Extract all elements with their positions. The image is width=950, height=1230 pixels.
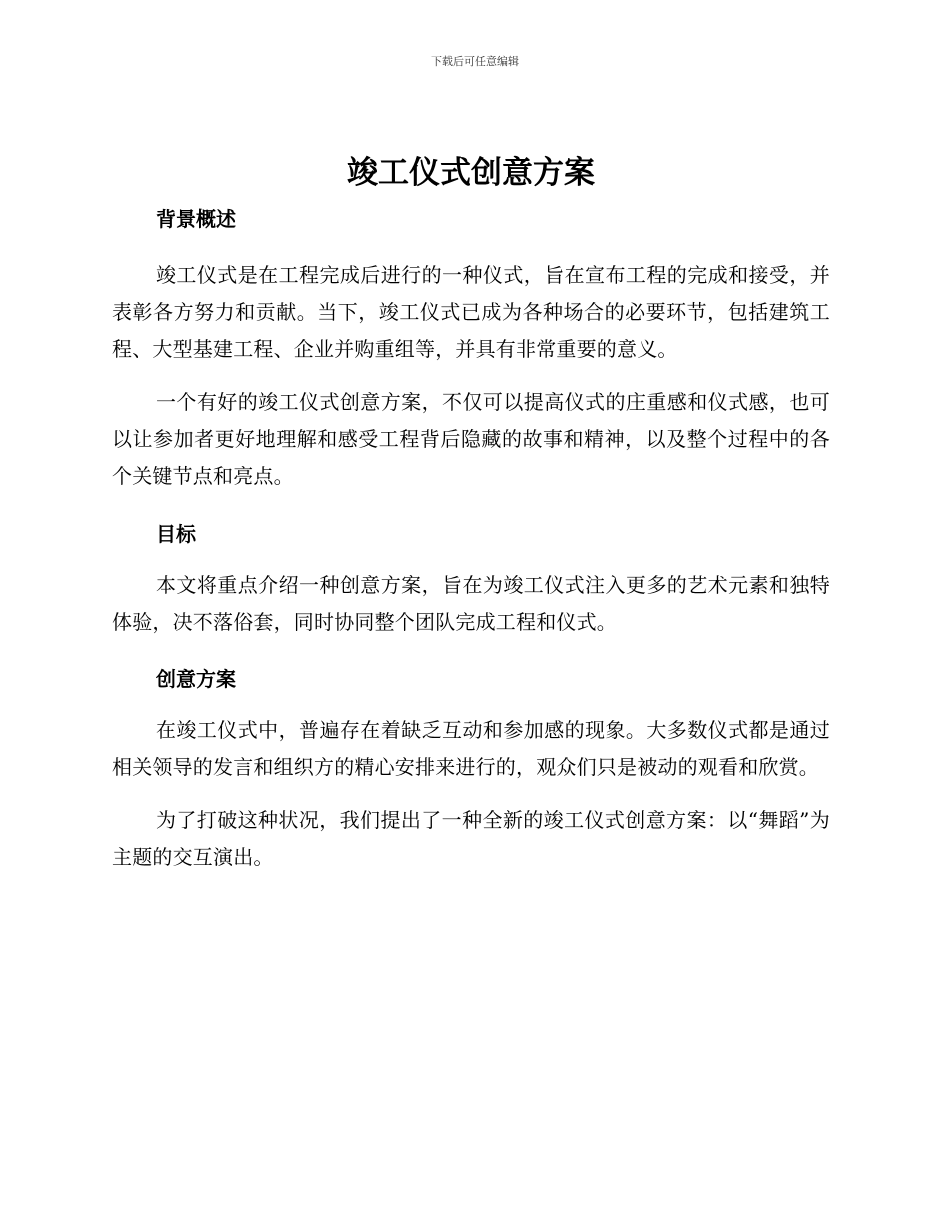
section-goal (112, 519, 830, 641)
section-creative-plan (112, 664, 830, 876)
paragraph: 为了打破这种状况，我们提出了一种全新的竣工仪式创意方案：以“舞蹈”为主题的交互演出。 (112, 808, 830, 869)
document-body (112, 150, 830, 876)
paragraph: 竣工仪式是在工程完成后进行的一种仪式，旨在宣布工程的完成和接受，并表彰各方努力和贡献。当下，竣工仪式已成为各种场合的必要环节，包括建筑工程、大型基建工程、企业并购重组等，并具有非常重要的意义。 (112, 263, 830, 361)
paragraph: 本文将重点介绍一种创意方案，旨在为竣工仪式注入更多的艺术元素和独特体验，决不落俗套，同时协同整个团队完成工程和仪式。 (112, 573, 830, 634)
section-background (112, 204, 830, 495)
section-heading-creative-plan: 创意方案 (156, 667, 236, 691)
section-heading-background: 背景概述 (156, 207, 236, 231)
page-header-note: 下载后可任意编辑 (431, 55, 519, 68)
document-title: 竣工仪式创意方案 (347, 155, 595, 191)
paragraph: 在竣工仪式中，普遍存在着缺乏互动和参加感的现象。大多数仪式都是通过相关领导的发言和组织方的精心安排来进行的，观众们只是被动的观看和欣赏。 (112, 718, 830, 779)
section-heading-goal: 目标 (156, 522, 196, 546)
paragraph: 一个有好的竣工仪式创意方案，不仅可以提高仪式的庄重感和仪式感，也可以让参加者更好地理解和感受工程背后隐藏的故事和精神，以及整个过程中的各个关键节点和亮点。 (112, 390, 830, 488)
